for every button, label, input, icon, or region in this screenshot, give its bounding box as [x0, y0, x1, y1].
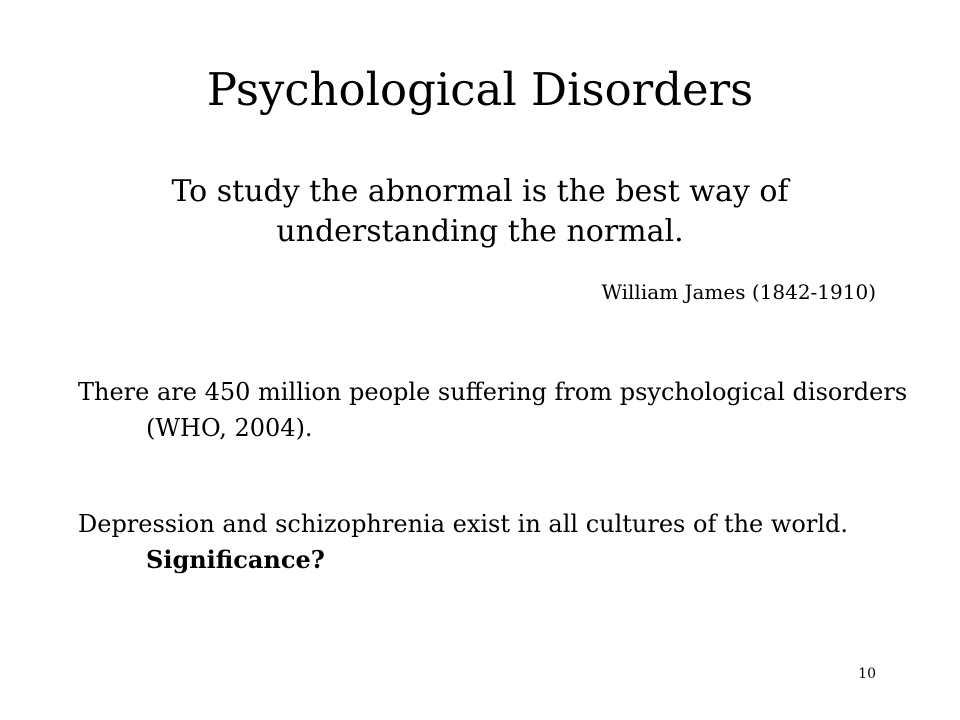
quote-attribution: William James (1842-1910) — [601, 280, 876, 304]
bullet-point-who-statistic — [78, 374, 960, 446]
bullet-text: There are 450 million people suffering from psychological disorders (WHO, 2004). — [78, 378, 908, 442]
page-number: 10 — [858, 666, 876, 682]
bullet-text: Depression and schizophrenia exist in all cultures of the world. — [78, 510, 849, 538]
slide-title: Psychological Disorders — [206, 63, 754, 116]
bullet-point-cultures — [78, 506, 960, 578]
emphasis-text: Significance? — [146, 545, 325, 574]
quote-text: To study the abnormal is the best way of understanding the normal. — [171, 174, 789, 249]
